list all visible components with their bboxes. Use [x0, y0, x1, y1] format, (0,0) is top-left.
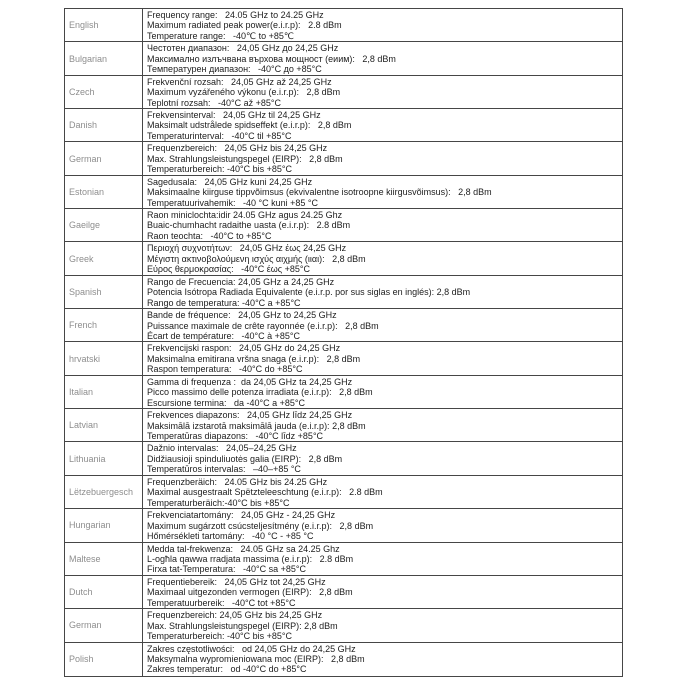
- spec-line: Maksimalt udstrålede spidseffekt (e.i.r.p): 2,8 dBm: [147, 120, 352, 131]
- table-row: [65, 242, 622, 275]
- spec-line: Frekvencijski raspon: 24,05 GHz do 24,25 GHz: [147, 343, 341, 354]
- spec-line: Maximum radiated peak power(e.i.r.p): 2.8 dBm: [147, 20, 342, 31]
- spec-line: L-ogħla qawwa rradjata massima (e.i.r.p): 2.8 dBm: [147, 553, 354, 564]
- spec-lines: [143, 176, 622, 208]
- language-label: Maltese: [65, 543, 143, 575]
- table-row: [65, 643, 622, 676]
- spec-line: Escursione termina: da -40°C a +85°C: [147, 397, 306, 408]
- spec-lines: [143, 442, 622, 474]
- table-row: [65, 142, 622, 175]
- language-label: Italian: [65, 376, 143, 408]
- spec-line: Buaic-chumhacht radaithe uasta (e.i.r.p): 2.8 dBm: [147, 220, 351, 231]
- spec-lines: [143, 309, 622, 341]
- table-row: [65, 342, 622, 375]
- spec-line: Maksymalna wypromieniowana moc (EIRP): 2,8 dBm: [147, 653, 365, 664]
- spec-line: Raon miniclochta:idir 24.05 GHz agus 24.25 Ghz: [147, 210, 343, 221]
- table-row: [65, 576, 622, 609]
- spec-line: Maksimalna emitirana vršna snaga (e.i.r.p): 2,8 dBm: [147, 353, 361, 364]
- table-row: [65, 9, 622, 42]
- spec-line: Sagedusala: 24,05 GHz kuni 24,25 GHz: [147, 176, 313, 187]
- spec-line: Честотен диапазон: 24,05 GHz до 24,25 GHz: [147, 43, 339, 54]
- spec-lines: [143, 76, 622, 108]
- spec-line: Firxa tat-Temperatura: -40°C sa +85°C: [147, 564, 307, 575]
- spec-line: Puissance maximale de crête rayonnée (e.i.r.p): 2,8 dBm: [147, 320, 379, 331]
- spec-line: Rango de Frecuencia: 24,05 GHz a 24,25 GHz: [147, 276, 335, 287]
- spec-line: Frequenzberäich: 24.05 GHz bis 24.25 GHz: [147, 476, 328, 487]
- spec-line: Temperatūros intervalas: –40–+85 °C: [147, 464, 301, 475]
- spec-line: Teplotní rozsah: -40°C až +85°C: [147, 97, 282, 108]
- spec-lines: [143, 109, 622, 141]
- spec-line: Temperaturbereich: -40°C bis +85°C: [147, 631, 293, 641]
- table-row: [65, 109, 622, 142]
- table-row: [65, 76, 622, 109]
- spec-line: Temperatuurivahemik: -40 °C kuni +85 °C: [147, 197, 319, 208]
- spec-lines: [143, 509, 622, 541]
- spec-line: Температурен диапазон: -40°C до +85°C: [147, 64, 322, 75]
- spec-line: Максимално излъчвана върхова мощност (еиим): 2,8 dBm: [147, 53, 396, 64]
- spec-lines: [143, 376, 622, 408]
- spec-lines: [143, 276, 622, 308]
- language-label: Lithuania: [65, 442, 143, 474]
- spec-lines: [143, 242, 622, 274]
- spec-lines: [143, 609, 622, 641]
- language-label: Gaeilge: [65, 209, 143, 241]
- spec-line: Maximum vyzářeného výkonu (e.i.r.p): 2,8 dBm: [147, 87, 341, 98]
- spec-line: Temperaturinterval: -40°C til +85°C: [147, 130, 292, 141]
- spec-lines: [143, 9, 622, 41]
- table-row: [65, 442, 622, 475]
- language-label: Latvian: [65, 409, 143, 441]
- spec-lines: [143, 409, 622, 441]
- language-label: German: [65, 142, 143, 174]
- spec-lines: [143, 576, 622, 608]
- spec-line: Hőmérsékleti tartomány: -40 °C - +85 °C: [147, 530, 314, 541]
- spec-line: Maximal ausgestraalt Spëtzteleeschtung (e.i.r.p): 2.8 dBm: [147, 487, 383, 498]
- spec-line: Potencia Isótropa Radiada Equivalente (e.i.r.p. por sus siglas en inglés): 2,8 dBm: [147, 287, 471, 298]
- spec-line: Frequenzbereich: 24,05 GHz bis 24,25 GHz: [147, 610, 323, 621]
- spec-lines: [143, 209, 622, 241]
- spec-line: Écart de température: -40°C à +85°C: [147, 330, 301, 341]
- language-label: Greek: [65, 242, 143, 274]
- language-label: Estonian: [65, 176, 143, 208]
- spec-line: Maximum sugárzott csúcsteljesítmény (e.i.r.p): 2,8 dBm: [147, 520, 374, 531]
- language-label: Danish: [65, 109, 143, 141]
- spec-lines: [143, 42, 622, 74]
- table-row: [65, 476, 622, 509]
- spec-line: Temperature range: -40℃ to +85℃: [147, 30, 295, 41]
- language-label: Lëtzebuergesch: [65, 476, 143, 508]
- language-label: German: [65, 609, 143, 641]
- spec-line: Temperaturberäich:-40°C bis +85°C: [147, 497, 290, 508]
- language-label: Hungarian: [65, 509, 143, 541]
- table-row: [65, 409, 622, 442]
- language-label: Bulgarian: [65, 42, 143, 74]
- spec-line: Temperatūras diapazons: -40°C līdz +85°C: [147, 430, 324, 441]
- spec-line: Maksimaalne kiirguse tippvõimsus (ekvivalentne isotroopne kiirgusvõimsus): 2,8 dBm: [147, 187, 492, 198]
- table-row: [65, 42, 622, 75]
- spec-line: Frequentiebereik: 24,05 GHz tot 24,25 GHz: [147, 576, 326, 587]
- spec-line: Zakres temperatur: od -40°C do +85°C: [147, 664, 307, 675]
- table-row: [65, 209, 622, 242]
- table-row: [65, 509, 622, 542]
- spec-line: Didžiausioji spinduliuotės galia (EIRP): 2,8 dBm: [147, 453, 343, 464]
- spec-line: Temperaturbereich: -40°C bis +85°C: [147, 164, 293, 175]
- spec-line: Εύρος θερμοκρασίας: -40°C έως +85°C: [147, 264, 310, 275]
- spec-lines: [143, 142, 622, 174]
- table-row: [65, 176, 622, 209]
- spec-line: Μέγιστη ακτινοβολούμενη ισχύς αιχμής (ιιαι): 2,8 dBm: [147, 253, 366, 264]
- spec-lines: [143, 543, 622, 575]
- spec-line: Περιοχή συχνοτήτων: 24,05 GHz έως 24,25 GHz: [147, 243, 347, 254]
- spec-line: Raspon temperatura: -40°C do +85°C: [147, 364, 303, 375]
- table-row: [65, 609, 622, 642]
- spec-line: Max. Strahlungsleistungspegel (EIRP): 2,8 dBm: [147, 620, 338, 631]
- language-label: Spanish: [65, 276, 143, 308]
- language-label: hrvatski: [65, 342, 143, 374]
- spec-line: Zakres częstotliwości: od 24,05 GHz do 24,25 GHz: [147, 643, 356, 654]
- spec-line: Dažnio intervalas: 24,05–24,25 GHz: [147, 443, 297, 454]
- spec-line: Frequency range: 24.05 GHz to 24.25 GHz: [147, 10, 324, 20]
- spec-line: Frequenzbereich: 24,05 GHz bis 24,25 GHz: [147, 143, 328, 154]
- spec-line: Maximaal uitgezonden vermogen (EIRP): 2,8 dBm: [147, 587, 353, 598]
- spec-line: Frekvences diapazons: 24,05 GHz līdz 24,25 GHz: [147, 410, 353, 421]
- table-row: [65, 543, 622, 576]
- spec-line: Max. Strahlungsleistungspegel (EIRP): 2,8 dBm: [147, 153, 343, 164]
- spec-line: Raon teochta: -40°C to +85°C: [147, 230, 272, 241]
- spec-line: Frekvenciatartomány: 24,05 GHz - 24,25 GHz: [147, 510, 336, 521]
- table-row: [65, 309, 622, 342]
- spec-line: Frekvensinterval: 24,05 GHz til 24,25 GHz: [147, 110, 321, 121]
- spec-line: Frekvenční rozsah: 24,05 GHz až 24,25 GHz: [147, 76, 332, 87]
- language-label: Czech: [65, 76, 143, 108]
- spec-lines: [143, 342, 622, 374]
- spec-line: Temperatuurbereik: -40°C tot +85°C: [147, 597, 296, 608]
- language-label: English: [65, 9, 143, 41]
- table-row: [65, 376, 622, 409]
- spec-line: Maksimālā izstarotā maksimālā jauda (e.i.r.p): 2,8 dBm: [147, 420, 366, 431]
- spec-lines: [143, 643, 622, 676]
- spec-lines: [143, 476, 622, 508]
- spec-line: Picco massimo delle potenza irradiata (e.i.r.p): 2,8 dBm: [147, 387, 373, 398]
- language-label: Polish: [65, 643, 143, 676]
- language-spec-table: [64, 8, 623, 677]
- spec-line: Medda tal-frekwenza: 24.05 GHz sa 24.25 Ghz: [147, 543, 340, 554]
- spec-line: Rango de temperatura: -40°C a +85°C: [147, 297, 301, 308]
- spec-line: Gamma di frequenza : da 24,05 GHz ta 24,25 GHz: [147, 376, 353, 387]
- language-label: French: [65, 309, 143, 341]
- spec-line: Bande de fréquence: 24,05 GHz to 24,25 GHz: [147, 310, 337, 321]
- table-row: [65, 276, 622, 309]
- language-label: Dutch: [65, 576, 143, 608]
